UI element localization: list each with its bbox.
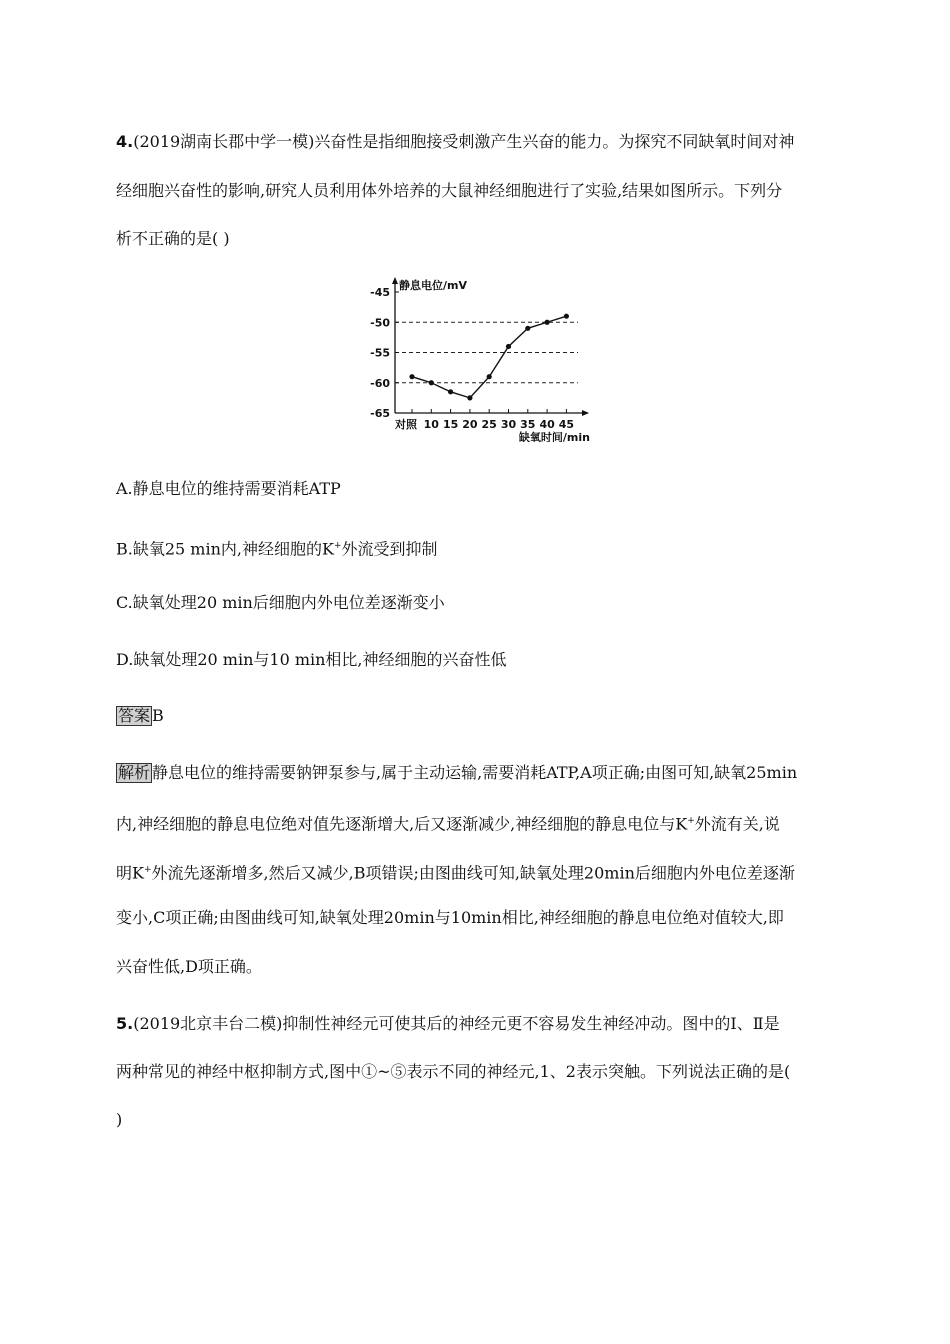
y-axis-arrow: [392, 277, 398, 284]
q4-analysis-line-4: 变小,C项正确;由图曲线可知,缺氧处理20min与10min相比,神经细胞的静息电位绝对值较大,即: [116, 908, 784, 927]
q4-number: 4.: [116, 132, 134, 151]
y-axis-title: 静息电位/mV: [399, 279, 467, 292]
data-point: [409, 374, 414, 379]
x-tick-label: 35: [520, 418, 536, 431]
x-axis-title: 缺氧时间/min: [518, 431, 590, 442]
data-point: [467, 395, 472, 400]
q4-option-b[interactable]: [116, 535, 438, 560]
y-tick-label: -50: [370, 316, 390, 330]
data-point: [525, 326, 530, 331]
x-tick-label: 20: [462, 418, 478, 431]
answer-tag: 答案: [118, 706, 151, 725]
analysis-text-2b: 外流有关,说: [694, 814, 780, 834]
analysis-text-3a: 明K: [116, 863, 144, 883]
analysis-tag: 解析: [118, 763, 151, 782]
q4-stem-line-1: [116, 131, 794, 153]
y-tick-label: -45: [370, 286, 390, 299]
data-point: [448, 389, 453, 394]
data-point: [545, 320, 550, 325]
q4-option-b-text-2: 外流受到抑制: [341, 539, 438, 559]
analysis-sup-2: +: [687, 816, 695, 826]
q4-option-a[interactable]: A.静息电位的维持需要消耗ATP: [116, 479, 341, 498]
x-axis-arrow: [582, 410, 589, 416]
data-point: [564, 314, 569, 319]
q4-analysis-line-3: [116, 859, 795, 884]
x-tick-label: 30: [500, 418, 517, 431]
data-point: [429, 380, 434, 385]
analysis-text-3b: 外流先逐渐增多,然后又减少,B项错误;由图曲线可知,缺氧处理20min后细胞内外电位差逐渐: [151, 863, 795, 883]
resting-potential-chart: [350, 272, 600, 442]
q5-number: 5.: [116, 1014, 134, 1033]
data-point: [487, 374, 492, 379]
x-tick-label: 25: [481, 418, 497, 431]
q4-analysis-line-2: [116, 810, 780, 835]
y-tick-label: -60: [370, 376, 390, 390]
q4-analysis-line-1: [116, 762, 797, 784]
q4-analysis-line-5: 兴奋性低,D项正确。: [116, 957, 262, 976]
x-tick-label: 对照: [395, 418, 417, 431]
q5-stem-line-2: 两种常见的神经中枢抑制方式,图中①~⑤表示不同的神经元,1、2表示突触。下列说法正确的是(: [116, 1062, 791, 1081]
q5-stem-line-3: ): [116, 1110, 123, 1129]
analysis-text-2a: 内,神经细胞的静息电位绝对值先逐渐增大,后又逐渐减少,神经细胞的静息电位与K: [116, 814, 688, 834]
q4-option-d[interactable]: D.缺氧处理20 min与10 min相比,神经细胞的兴奋性低: [116, 650, 507, 669]
y-tick-label: -55: [370, 346, 390, 360]
q4-stem-text-1: (2019湖南长郡中学一模)兴奋性是指细胞接受刺激产生兴奋的能力。为探究不同缺氧时间对神: [133, 132, 795, 151]
series-line: [412, 316, 566, 398]
answer-value: B: [152, 706, 164, 725]
x-tick-label: 40: [539, 418, 555, 431]
q5-stem-text-1: (2019北京丰台二模)抑制性神经元可使其后的神经元更不容易发生神经冲动。图中的Ⅰ、Ⅱ是: [133, 1014, 780, 1033]
q4-option-c[interactable]: C.缺氧处理20 min后细胞内外电位差逐渐变小: [116, 593, 445, 612]
q4-stem-line-3: 析不正确的是( ): [116, 229, 230, 248]
q5-stem-line-1: [116, 1013, 780, 1035]
analysis-text-1: 静息电位的维持需要钠钾泵参与,属于主动运输,需要消耗ATP,A项正确;由图可知,缺氧25min: [152, 763, 798, 782]
data-point: [506, 344, 511, 349]
y-tick-label: -65: [370, 407, 390, 420]
x-tick-label: 45: [558, 418, 575, 431]
q4-option-b-text-1: B.缺氧25 min内,神经细胞的K: [116, 539, 334, 559]
q4-option-b-sup: +: [333, 541, 342, 551]
q4-stem-line-2: 经细胞兴奋性的影响,研究人员利用体外培养的大鼠神经细胞进行了实验,结果如图所示。下列分: [116, 181, 783, 200]
q4-answer: [116, 705, 164, 727]
x-tick-label: 10: [423, 418, 439, 431]
x-tick-label: 15: [442, 418, 459, 431]
analysis-sup-3: +: [143, 865, 152, 875]
